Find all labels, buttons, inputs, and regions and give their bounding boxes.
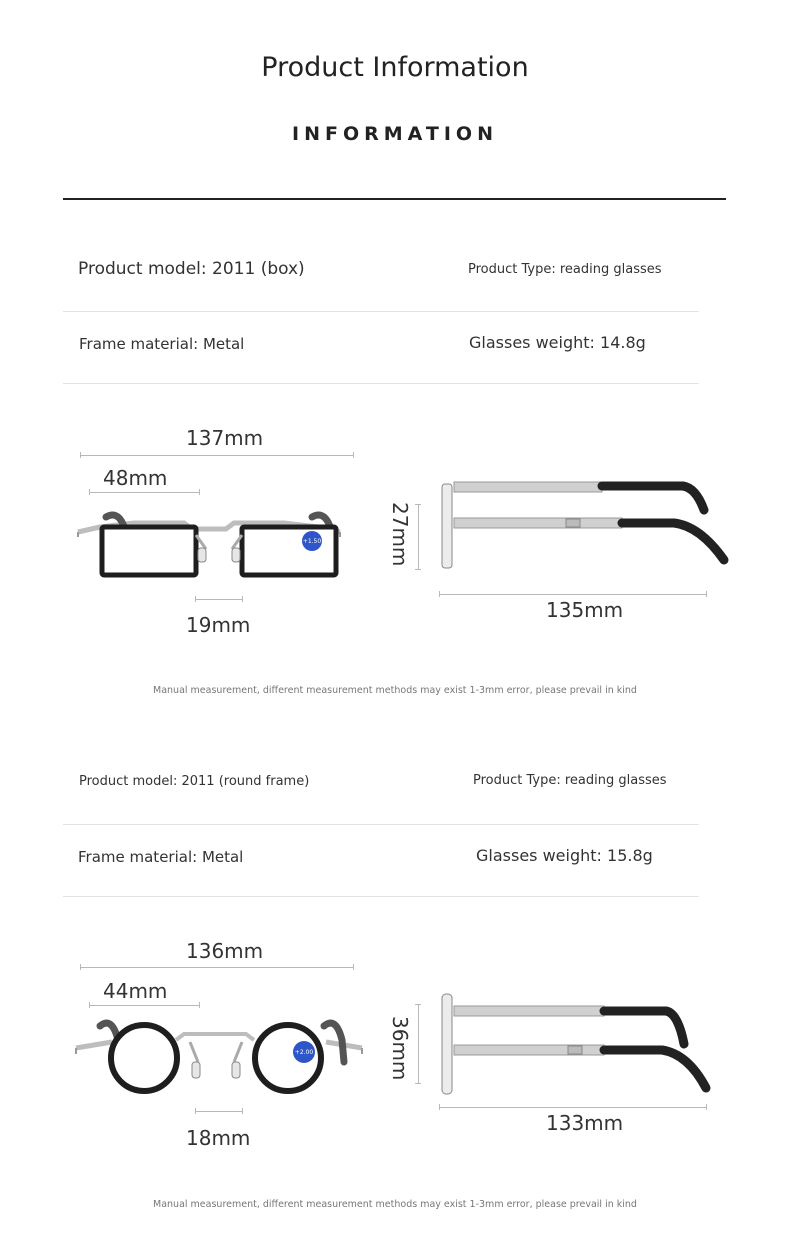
lens-width-line bbox=[89, 1005, 200, 1006]
glasses-front-round bbox=[72, 1012, 367, 1112]
total-width-label: 136mm bbox=[186, 939, 264, 963]
bridge-width-line bbox=[195, 1111, 243, 1112]
frame-material-label: Frame material: bbox=[78, 848, 202, 866]
measurement-note: Manual measurement, different measurement methods may exist 1-3mm error, please prevail in kind bbox=[153, 1199, 637, 1210]
row-divider bbox=[63, 311, 699, 312]
glasses-weight-row bbox=[469, 333, 646, 352]
lens-sticker: +2.00 bbox=[294, 1049, 314, 1056]
lens-width-line bbox=[89, 492, 200, 493]
glasses-weight-label: Glasses weight: bbox=[469, 333, 601, 352]
row-divider bbox=[63, 824, 699, 825]
glasses-weight-value: 15.8g bbox=[607, 846, 653, 865]
product-type-value: reading glasses bbox=[564, 773, 667, 788]
product-type-label: Product Type: bbox=[468, 262, 560, 277]
product-model-label: Product model: bbox=[79, 774, 182, 789]
total-width-line bbox=[80, 455, 354, 456]
glasses-front-rect bbox=[74, 505, 364, 595]
frame-material-value: Metal bbox=[202, 335, 245, 353]
lens-height-line bbox=[418, 1004, 419, 1084]
total-width-label: 137mm bbox=[186, 426, 264, 450]
product-model-value: 2011 (box) bbox=[212, 259, 305, 279]
glasses-weight-row bbox=[476, 846, 653, 865]
product-model-value: 2011 (round frame) bbox=[181, 774, 310, 789]
product-model-row bbox=[79, 774, 309, 789]
lens-height-label: 27mm bbox=[388, 502, 412, 567]
page-subtitle: INFORMATION bbox=[292, 123, 498, 145]
bridge-width-line bbox=[195, 599, 243, 600]
temple-length-line bbox=[439, 594, 707, 595]
lens-height-line bbox=[418, 504, 419, 570]
lens-sticker: +1.50 bbox=[302, 538, 322, 545]
header-divider bbox=[63, 198, 726, 200]
frame-material-row bbox=[78, 848, 243, 866]
product-type-row bbox=[468, 262, 662, 277]
measurement-note: Manual measurement, different measurement methods may exist 1-3mm error, please prevail in kind bbox=[153, 685, 637, 696]
temple-length-label: 133mm bbox=[546, 1111, 624, 1135]
product-type-row bbox=[473, 773, 667, 788]
temple-length-label: 135mm bbox=[546, 598, 624, 622]
temple-length-line bbox=[439, 1107, 707, 1108]
bridge-width-label: 19mm bbox=[186, 613, 251, 637]
lens-width-label: 44mm bbox=[103, 979, 168, 1003]
bridge-width-label: 18mm bbox=[186, 1126, 251, 1150]
total-width-line bbox=[80, 967, 354, 968]
product-model-row bbox=[78, 259, 305, 279]
lens-width-label: 48mm bbox=[103, 466, 168, 490]
product-type-value: reading glasses bbox=[559, 262, 662, 277]
product-model-label: Product model: bbox=[78, 259, 213, 279]
page-title: Product Information bbox=[261, 52, 529, 83]
glasses-weight-value: 14.8g bbox=[600, 333, 646, 352]
glasses-weight-label: Glasses weight: bbox=[476, 846, 608, 865]
frame-material-label: Frame material: bbox=[79, 335, 203, 353]
glasses-side-rect bbox=[438, 474, 738, 574]
glasses-side-round bbox=[438, 990, 738, 1100]
row-divider bbox=[63, 896, 699, 897]
row-divider bbox=[63, 383, 699, 384]
frame-material-value: Metal bbox=[201, 848, 244, 866]
product-type-label: Product Type: bbox=[473, 773, 565, 788]
frame-material-row bbox=[79, 335, 244, 353]
lens-height-label: 36mm bbox=[388, 1016, 412, 1081]
